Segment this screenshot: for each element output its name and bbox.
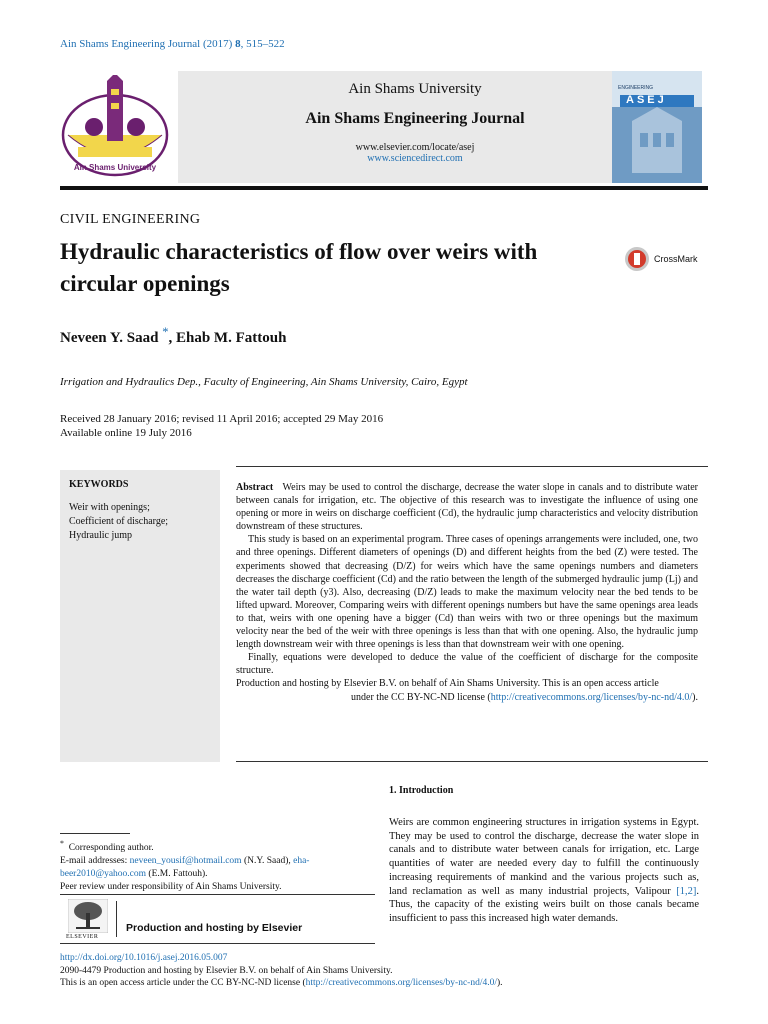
elsevier-url: www.elsevier.com/locate/asej	[355, 142, 475, 153]
doi-link[interactable]: http://dx.doi.org/10.1016/j.asej.2016.05.007	[60, 953, 228, 963]
email-link-2[interactable]: eha-beer2010@yahoo.com	[60, 856, 310, 880]
journal-banner	[60, 71, 708, 183]
article-title	[60, 236, 620, 300]
article-dates	[60, 412, 383, 440]
author-2: Ehab M. Fattouh	[175, 330, 287, 346]
crossmark-icon	[624, 244, 650, 274]
affiliation: Irrigation and Hydraulics Dep., Faculty of Engineering, Ain Shams University, Cairo, Egypt	[60, 376, 468, 388]
keyword-item: Weir with openings;	[69, 502, 150, 513]
citation-ref[interactable]: [1,2]	[676, 885, 697, 897]
footnote-star: *	[60, 839, 64, 848]
email-link-1[interactable]: neveen_yousif@hotmail.com	[129, 856, 242, 867]
open-access-text: This is an open access article under the CC BY-NC-ND license (	[60, 978, 306, 988]
keyword-item: Hydraulic jump	[69, 530, 133, 541]
abstract-label: Abstract	[236, 482, 274, 493]
keywords-box	[60, 470, 220, 762]
footnote	[60, 837, 375, 894]
intro-body-cont: . Thus, the capacity of the existing weirs built on those canals became insufficient to pass this increased high water demands.	[389, 885, 699, 924]
journal-cover	[612, 71, 702, 183]
elsevier-hosting-text: Production and hosting by Elsevier	[126, 922, 303, 934]
crossmark-button[interactable]	[624, 244, 714, 274]
citation-pages: , 515–522	[240, 38, 285, 50]
author-separator: ,	[168, 330, 176, 346]
keyword-item: Coefficient of discharge;	[69, 516, 169, 527]
author-list	[60, 325, 286, 347]
footnote-rule	[60, 833, 130, 834]
license-close: ).	[692, 691, 698, 703]
email-owner-1: (N.Y. Saad),	[243, 856, 291, 867]
license-link[interactable]: http://creativecommons.org/licenses/by-nc-nd/4.0/	[490, 691, 693, 703]
banner-center	[178, 71, 652, 183]
corresponding-label: Corresponding author.	[68, 843, 154, 854]
license-line-1: Production and hosting by Elsevier B.V. on behalf of Ain Shams University. This is an open access article	[236, 678, 659, 690]
crossmark-label: CrossMark	[654, 254, 698, 264]
abstract-top-rule	[236, 466, 708, 467]
sciencedirect-link[interactable]: www.sciencedirect.com	[367, 153, 463, 164]
elsevier-divider	[116, 901, 117, 937]
peer-review-note: Peer review under responsibility of Ain Shams University.	[60, 882, 282, 893]
university-logo	[60, 75, 170, 179]
journal-citation[interactable]	[60, 38, 285, 50]
elsevier-top-rule	[60, 894, 375, 895]
open-access-link[interactable]: http://creativecommons.org/licenses/by-nc-nd/4.0/	[305, 978, 497, 988]
bottom-info	[60, 952, 710, 990]
introduction-text	[389, 816, 699, 926]
open-access-close: ).	[497, 978, 503, 988]
abstract-p1: Weirs may be used to control the discharge, decrease the water slope in canals and to distribute water between canals for irrigation, etc. The objective of this research was to investigate the influence of using one opening or more in weirs on discharge coefficient (Cd), the hydraulic jump characteristics and velocity distribution downstream of these structures.	[236, 482, 698, 533]
corresponding-author-mark[interactable]: *	[162, 325, 169, 339]
citation-journal: Ain Shams Engineering Journal (2017)	[60, 38, 233, 50]
abstract	[236, 481, 698, 704]
elsevier-tree-icon	[68, 899, 108, 938]
license-line-2	[236, 691, 698, 704]
journal-name: Ain Shams Engineering Journal	[305, 110, 525, 127]
author-1: Neveen Y. Saad	[60, 330, 159, 346]
university-name: Ain Shams University	[348, 81, 482, 97]
introduction-heading: 1. Introduction	[389, 785, 454, 796]
header-rule	[60, 186, 708, 190]
title-line-2: circular openings	[60, 271, 230, 296]
email-label: E-mail addresses:	[60, 856, 128, 867]
citation-volume: 8	[235, 38, 241, 50]
received-dates: Received 28 January 2016; revised 11 April 2016; accepted 29 May 2016	[60, 413, 384, 425]
license-text: under the CC BY-NC-ND license (	[351, 691, 491, 703]
abstract-p2: This study is based on an experimental program. Three cases of openings arrangements were included, one, two and three openings. Different diameters of openings (D) and different heights from the bed (Z) were tested. The experiments showed that decreasing (D/Z) for weirs which have the same openings numbers and diameters decreases the discharge coefficient (Cd) and the ratio between the length of the submerged hydraulic jump (Lj) and the water tail depth (y3). Also, decreasing (D/Z) leads to make the maximum velocity near the bed tends to be lifted upward. Moreover, Comparing weirs with different openings numbers but have the same openings area leads to that, weirs with one opening have a bigger (Cd) than weirs with two or three openings but the maximum velocity near the bed of the weir with three openings is less than that with one opening. Also, the hydraulic jump length downstream weir with three openings is less than that downstream weir with one opening.	[236, 534, 698, 651]
intro-body: Weirs are common engineering structures in irrigation systems in Egypt. They may be used to control the discharge, decrease the water slope in canals and to distribute water between canals for irrigation, etc. Large quantities of water are needed every day to fulfill the continuously increasing requirements of mankind and the various projects such as, land reclamation as well as many industrial projects, Valipour	[389, 817, 699, 897]
title-line-1: Hydraulic characteristics of flow over weirs with	[60, 239, 538, 264]
abstract-bottom-rule	[236, 761, 708, 762]
elsevier-bottom-rule	[60, 943, 375, 944]
section-label: CIVIL ENGINEERING	[60, 212, 201, 227]
online-date: Available online 19 July 2016	[60, 427, 192, 439]
cover-label: ENGINEERING	[618, 85, 654, 91]
email-owner-2: (E.M. Fattouh).	[148, 869, 208, 880]
keywords-heading: KEYWORDS	[69, 479, 129, 490]
logo-caption: Ain Shams University	[73, 163, 157, 172]
abstract-p3: Finally, equations were developed to deduce the value of the coefficient of discharge for the composite structure.	[236, 652, 698, 677]
cover-acronym: ASEJ	[626, 94, 667, 106]
elsevier-word: ELSEVIER	[66, 934, 99, 940]
issn-line: 2090-4479 Production and hosting by Elsevier B.V. on behalf of Ain Shams University.	[60, 965, 393, 976]
